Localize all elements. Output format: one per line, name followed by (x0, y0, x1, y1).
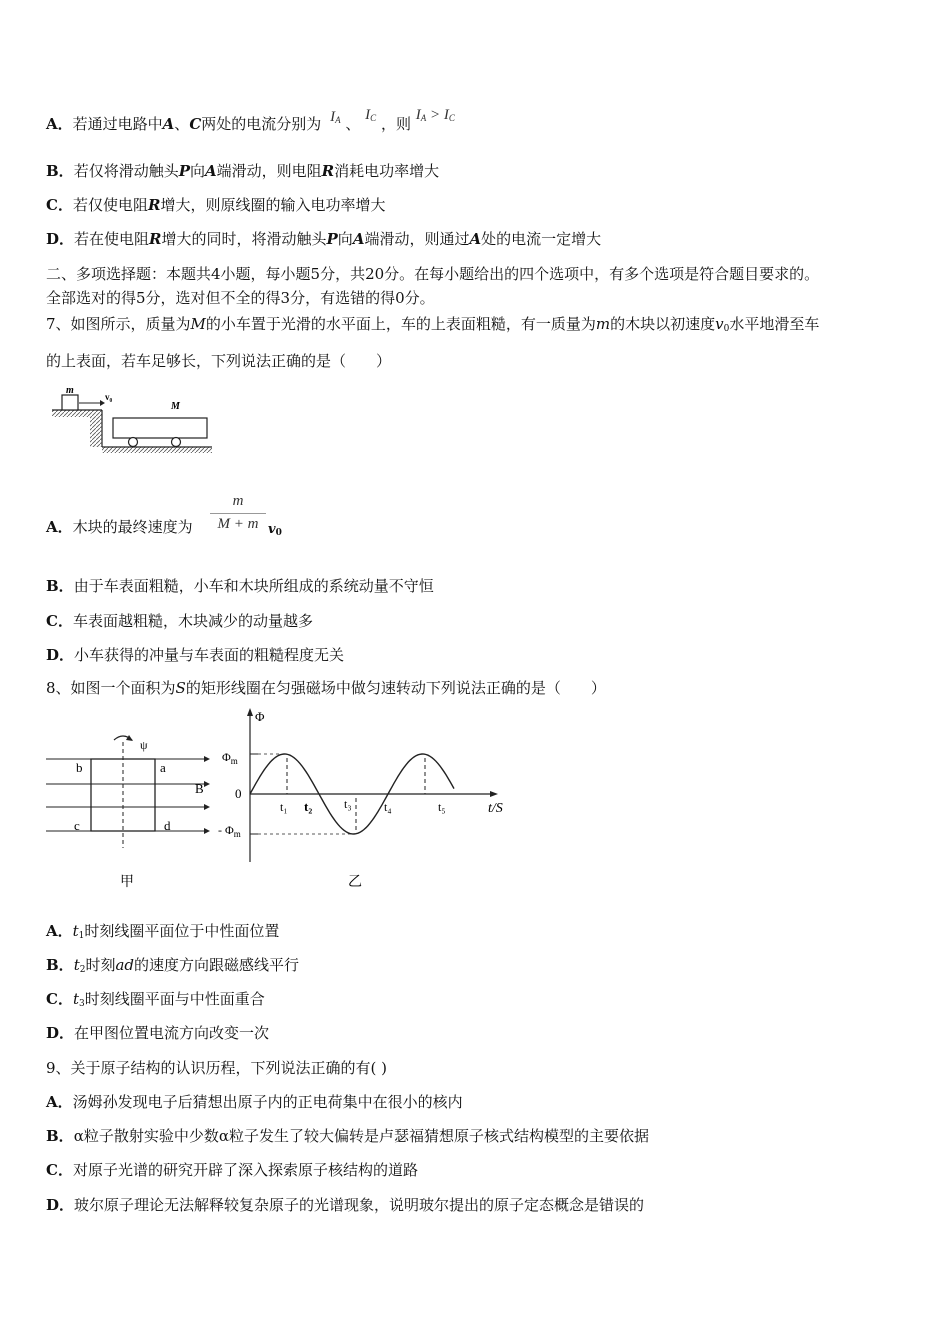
option-label: B． (46, 1127, 74, 1145)
text-sub: 3 (78, 999, 85, 1009)
text-sub: 0 (275, 528, 282, 538)
q9-option-b (46, 1126, 649, 1146)
q7-stem-line1 (46, 314, 819, 339)
label-t1: t₁ (280, 800, 288, 814)
text-s: S (175, 679, 186, 697)
label-axis-t: t/S (488, 801, 503, 816)
text-ad: ad (115, 956, 135, 974)
text: 增大，则原线圈的输入电功率增大 (160, 196, 386, 214)
option-label: A． (46, 518, 73, 536)
option-label: A． (46, 115, 73, 133)
text: 端滑动，则通过 (364, 230, 470, 248)
text: 的速度方向跟磁感线平行 (134, 956, 300, 974)
text: 水平地滑至车 (729, 315, 820, 333)
text-p: P (178, 162, 190, 180)
text: 若在使电阻 (74, 230, 150, 248)
text: 处的电流一定增大 (481, 230, 602, 248)
text: 的木块以初速度 (610, 315, 716, 333)
q6-option-c (46, 195, 385, 215)
label-M: M (171, 401, 180, 412)
q9-option-d (46, 1195, 644, 1215)
text-c: C (189, 115, 202, 133)
text-m: m (595, 315, 611, 333)
text: 小车获得的冲量与车表面的粗糙程度无关 (74, 646, 345, 664)
option-label: D． (46, 1024, 75, 1042)
text: 车表面越粗糙，木块减少的动量越多 (72, 612, 313, 630)
text-a: A (469, 230, 482, 248)
text: 、 (345, 115, 361, 133)
option-label: C． (46, 990, 73, 1008)
option-label: D． (46, 230, 75, 248)
q8-figure-coil (40, 728, 220, 893)
text-t: t (73, 956, 80, 974)
text: 向 (337, 230, 353, 248)
q8-option-c (46, 989, 265, 1014)
text-r: R (147, 196, 161, 214)
q6-option-b (46, 161, 439, 181)
text: 的小车置于光滑的水平面上，车的上表面粗糙，有一质量为 (205, 315, 596, 333)
caption-jia: 甲 (120, 875, 134, 890)
text-t: t (72, 990, 79, 1008)
label-t3: t₃ (344, 797, 352, 811)
text: 对原子光谱的研究开辟了深入探索原子核结构的道路 (72, 1161, 418, 1179)
option-label: B． (46, 577, 74, 595)
text: 时刻线圈平面位于中性面位置 (84, 922, 280, 940)
y-axis-arrow (247, 708, 253, 716)
text: 端滑动，则电阻 (216, 162, 322, 180)
option-label: C． (46, 196, 73, 214)
text: α粒子散射实验中少数α粒子发生了较大偏转是卢瑟福猜想原子核式结构模型的主要依据 (73, 1127, 649, 1145)
option-label: A． (46, 1093, 73, 1111)
option-label: A． (46, 922, 73, 940)
text: 7、如图所示，质量为 (46, 315, 191, 333)
text: ，则 (380, 115, 411, 133)
q7-stem-line2: 的上表面，若车足够长，下列说法正确的是（ ） (46, 352, 392, 370)
section-note: 全部选对的得5分，选对但不全的得3分，有选错的得0分。 (46, 289, 435, 307)
q9-option-a (46, 1092, 463, 1112)
q6-option-a (46, 107, 455, 138)
q7-option-d (46, 645, 344, 665)
label-t5: t₅ (438, 800, 446, 814)
text-p: P (326, 230, 338, 248)
label-phim: $\Phi_m$ (222, 750, 238, 766)
label-d: d (164, 818, 171, 833)
q8-stem (46, 678, 606, 698)
formula-ic: $I_C$ (365, 107, 377, 123)
text-v: v (715, 315, 724, 333)
text-t: t (72, 922, 79, 940)
text: 在甲图位置电流方向改变一次 (74, 1024, 270, 1042)
field-arrow (204, 756, 210, 762)
option-label: B． (46, 956, 74, 974)
v0-symbol (268, 520, 282, 543)
text: 增大的同时，将滑动触头 (161, 230, 327, 248)
ledge-hatch (52, 410, 102, 417)
q8-option-b (46, 955, 299, 980)
label-psi: ψ (140, 738, 148, 752)
text-a: A (352, 230, 365, 248)
text: 木块的最终速度为 (72, 518, 193, 536)
text: 向 (189, 162, 205, 180)
cart-wheel-right (172, 438, 181, 447)
caption-yi: 乙 (348, 875, 362, 890)
label-t2: t₂ (304, 799, 313, 814)
text: 8、如图一个面积为 (46, 679, 176, 697)
text: 若仅使电阻 (72, 196, 148, 214)
label-t4: t₄ (384, 800, 392, 814)
text-v: v (268, 522, 276, 537)
label-m: m (66, 385, 74, 396)
q6-option-d (46, 229, 601, 249)
text-m-upper: M (190, 315, 206, 333)
wall-hatch (90, 417, 102, 447)
q7-option-c (46, 611, 313, 631)
label-neg-phim: - $\Phi_m$ (218, 823, 241, 839)
cart-wheel-left (129, 438, 138, 447)
option-label: D． (46, 1196, 75, 1214)
text-sub: 0 (723, 324, 730, 334)
label-c: c (74, 818, 80, 833)
field-arrow (204, 828, 210, 834)
rotation-arrowhead (126, 735, 133, 741)
text-a: A (162, 115, 175, 133)
q8-figure-graph (218, 704, 518, 894)
text-a: A (205, 162, 217, 180)
text: 消耗电功率增大 (334, 162, 440, 180)
text: 汤姆孙发现电子后猜想出原子内的正电荷集中在很小的核内 (72, 1093, 463, 1111)
block-m (62, 395, 78, 410)
q9-stem: 9、关于原子结构的认识历程，下列说法正确的有( ) (46, 1059, 388, 1077)
q8-option-a (46, 921, 279, 946)
option-label: C． (46, 612, 73, 630)
text-r: R (321, 162, 335, 180)
q7-figure-cart (48, 384, 218, 456)
field-arrow (204, 781, 210, 787)
label-phi: Φ (255, 709, 265, 724)
field-arrow (204, 804, 210, 810)
section-heading: 二、多项选择题：本题共4小题，每小题5分，共20分。在每小题给出的四个选项中，有多个选项是符合题目要求的。 (46, 265, 820, 283)
text: 时刻 (85, 956, 116, 974)
option-label: D． (46, 646, 75, 664)
text-r: R (149, 230, 162, 248)
text: 若通过电路中 (72, 115, 163, 133)
option-label: C． (46, 1161, 73, 1179)
label-v0: v₀ (105, 392, 113, 402)
text: 的矩形线圈在匀强磁场中做匀速转动下列说法正确的是（ ） (185, 679, 606, 697)
text: 由于车表面粗糙，小车和木块所组成的系统动量不守恒 (73, 577, 434, 595)
label-b: b (76, 760, 83, 775)
fraction-numerator: m (232, 493, 244, 509)
q7-option-b (46, 576, 434, 596)
x-axis-arrow (490, 791, 498, 797)
text: 、 (174, 115, 190, 133)
label-a: a (160, 760, 166, 775)
q8-option-d (46, 1023, 269, 1043)
q7-option-a (46, 517, 193, 537)
formula-ia: $I_A$ (330, 109, 341, 125)
q9-option-c (46, 1160, 418, 1180)
text: 若仅将滑动触头 (73, 162, 179, 180)
label-field-b: B (195, 781, 204, 796)
text-sub: 2 (79, 965, 86, 975)
label-zero: 0 (235, 786, 242, 801)
formula-ia-gt-ic: $I_A > I_C$ (415, 107, 455, 123)
option-label: B． (46, 162, 74, 180)
text-sub: 1 (78, 931, 85, 941)
fraction-denominator: M + m (217, 516, 259, 532)
floor-hatch (102, 447, 212, 453)
text: 玻尔原子理论无法解释较复杂原子的光谱现象，说明玻尔提出的原子定态概念是错误的 (74, 1196, 645, 1214)
cart-body (113, 418, 207, 438)
fraction (210, 492, 266, 534)
text: 两处的电流分别为 (201, 115, 322, 133)
text: 时刻线圈平面与中性面重合 (84, 990, 265, 1008)
